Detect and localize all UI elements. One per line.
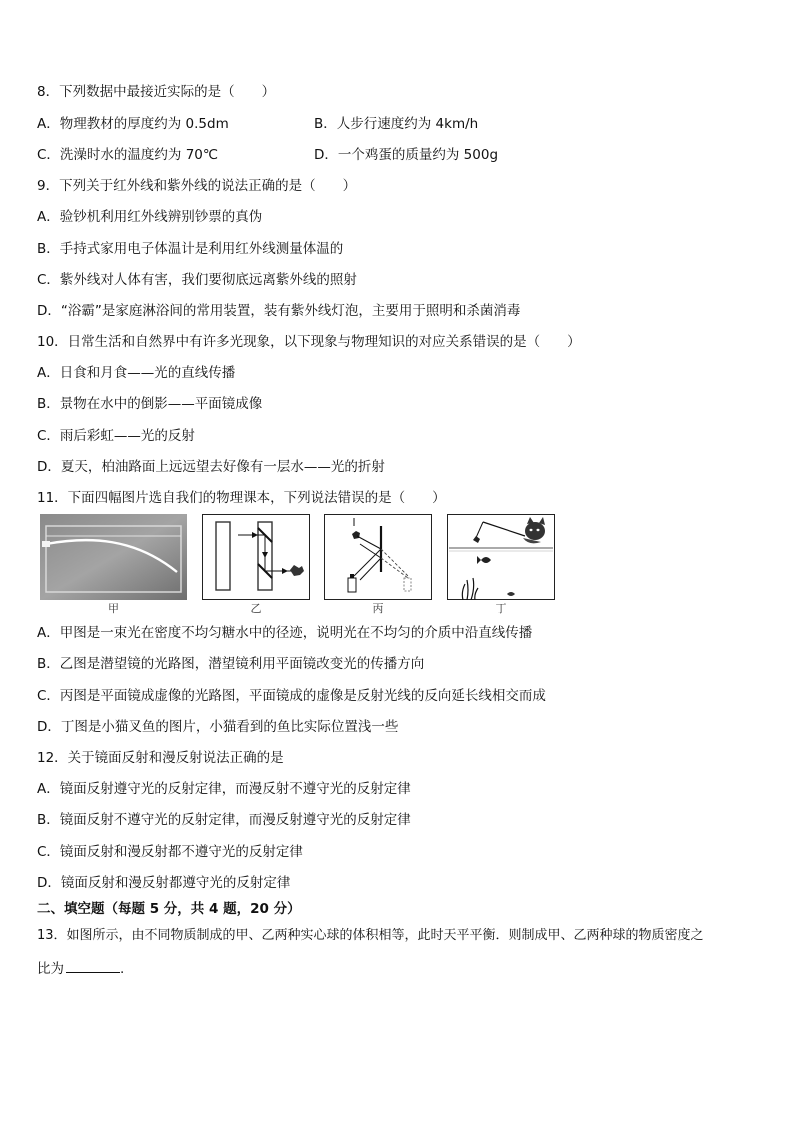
q13-suffix: . xyxy=(120,961,125,977)
q8-option-c: C．洗澡时水的温度约为 70℃ xyxy=(37,147,219,163)
cat-spearing-fish-image xyxy=(447,514,555,600)
caption-bing: 丙 xyxy=(372,602,384,615)
caption-jia: 甲 xyxy=(108,602,119,615)
q12-option-a: A．镜面反射遵守光的反射定律，而漫反射不遵守光的反射定律 xyxy=(37,781,411,797)
plane-mirror-diagram xyxy=(324,514,432,600)
q9-stem: 9．下列关于红外线和紫外线的说法正确的是（ ） xyxy=(37,178,357,194)
q11-option-b: B．乙图是潜望镜的光路图，潜望镜利用平面镜改变光的传播方向 xyxy=(37,656,425,672)
q12-option-c: C．镜面反射和漫反射都不遵守光的反射定律 xyxy=(37,844,303,860)
q11-option-c: C．丙图是平面镜成虚像的光路图，平面镜成的虚像是反射光线的反向延长线相交而成 xyxy=(37,688,546,704)
caption-yi: 乙 xyxy=(250,602,262,615)
figure-jia xyxy=(40,514,187,600)
q11-stem: 11．下面四幅图片选自我们的物理课本，下列说法错误的是（ ） xyxy=(37,490,446,506)
q11-option-a: A．甲图是一束光在密度不均匀糖水中的径迹，说明光在不均匀的介质中沿直线传播 xyxy=(37,625,533,641)
q8-option-d: D．一个鸡蛋的质量约为 500g xyxy=(314,147,499,163)
q10-stem: 10．日常生活和自然界中有许多光现象，以下现象与物理知识的对应关系错误的是（ ） xyxy=(37,334,581,350)
q8-option-a: A．物理教材的厚度约为 0.5dm xyxy=(37,116,229,132)
q13-prefix: 比为 xyxy=(37,961,64,977)
q11-option-d: D．丁图是小猫叉鱼的图片，小猫看到的鱼比实际位置浅一些 xyxy=(37,719,399,735)
q9-option-b: B．手持式家用电子体温计是利用红外线测量体温的 xyxy=(37,241,344,257)
q13-line2 xyxy=(37,958,124,978)
section-heading: 二、填空题（每题 5 分，共 4 题，20 分） xyxy=(37,901,301,917)
figure-bing xyxy=(324,514,432,600)
q12-stem: 12．关于镜面反射和漫反射说法正确的是 xyxy=(37,750,284,766)
q9-option-c: C．紫外线对人体有害，我们要彻底远离紫外线的照射 xyxy=(37,272,357,288)
q8-option-b: B．人步行速度约为 4km/h xyxy=(314,116,479,132)
q9-option-a: A．验钞机利用红外线辨别钞票的真伪 xyxy=(37,209,263,225)
q8-stem: 8．下列数据中最接近实际的是（ ） xyxy=(37,84,276,100)
q12-option-b: B．镜面反射不遵守光的反射定律，而漫反射遵守光的反射定律 xyxy=(37,812,411,828)
q13-line1: 13．如图所示，由不同物质制成的甲、乙两种实心球的体积相等，此时天平平衡．则制成甲、乙两种球的物质密度之 xyxy=(37,928,704,943)
q9-option-d: D．“浴霸”是家庭淋浴间的常用装置，装有紫外线灯泡，主要用于照明和杀菌消毒 xyxy=(37,303,521,319)
q11-figures xyxy=(40,514,560,618)
q10-option-a: A．日食和月食——光的直线传播 xyxy=(37,365,236,381)
figure-ding xyxy=(447,514,555,600)
q10-option-d: D．夏天，柏油路面上远远望去好像有一层水——光的折射 xyxy=(37,459,385,475)
figure-yi xyxy=(202,514,310,600)
sugar-water-tank-image xyxy=(40,514,187,600)
q10-option-c: C．雨后彩虹——光的反射 xyxy=(37,428,195,444)
q12-option-d: D．镜面反射和漫反射都遵守光的反射定律 xyxy=(37,875,291,891)
answer-blank xyxy=(66,958,120,973)
q10-option-b: B．景物在水中的倒影——平面镜成像 xyxy=(37,396,263,412)
periscope-diagram xyxy=(202,514,310,600)
caption-ding: 丁 xyxy=(495,602,507,615)
